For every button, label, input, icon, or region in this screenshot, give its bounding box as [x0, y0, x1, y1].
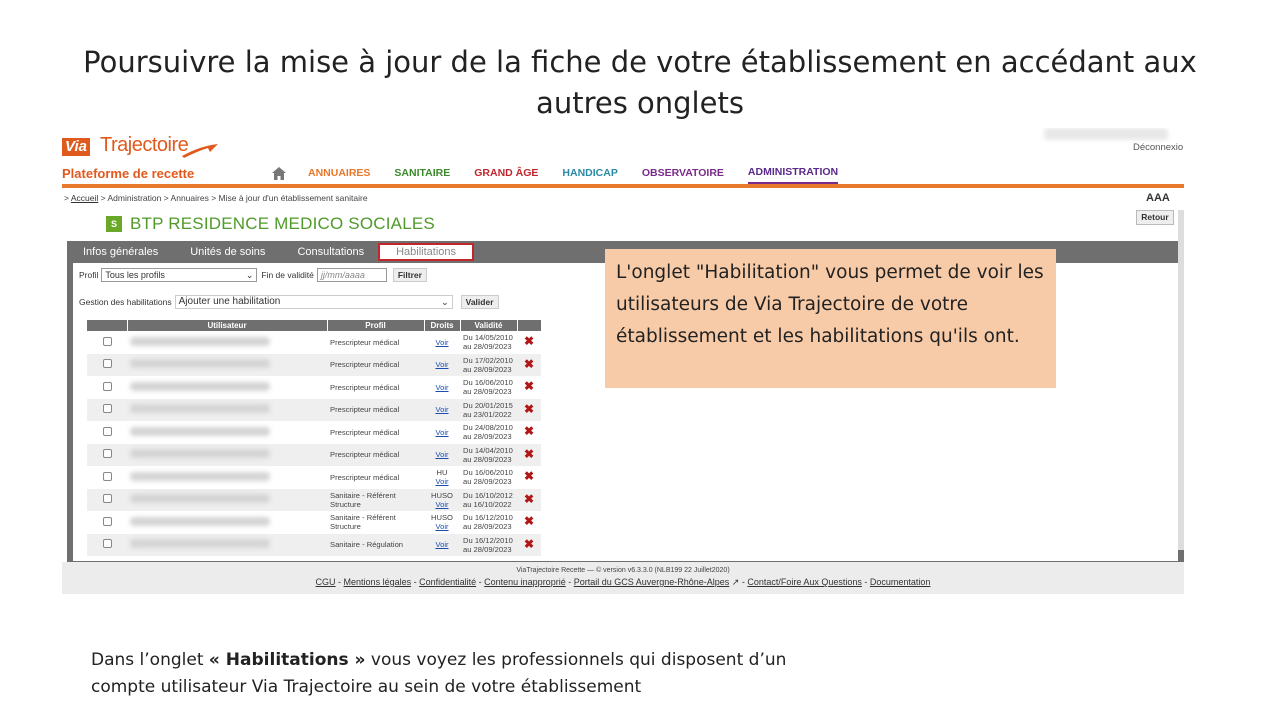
- user-cell: [127, 421, 327, 444]
- row-checkbox-cell: [87, 489, 127, 512]
- droits-code: HUSO: [431, 513, 453, 523]
- user-name-blurred: [130, 539, 270, 548]
- bottom-line-1-post: vous voyez les professionnels qui disposent d’un: [365, 650, 787, 670]
- footer-separator: -: [335, 577, 344, 587]
- filtrer-button[interactable]: Filtrer: [393, 268, 427, 282]
- droits-cell: [424, 466, 460, 489]
- valider-button[interactable]: Valider: [461, 295, 499, 309]
- user-name-blurred: [130, 427, 270, 436]
- col-checkbox: [87, 320, 127, 331]
- tab-habilitations[interactable]: Habilitations: [378, 243, 474, 261]
- validite-du: Du 17/02/2010: [463, 355, 513, 365]
- row-checkbox-cell: [87, 354, 127, 377]
- validite-au: au 28/09/2023: [463, 342, 512, 352]
- validite-cell: [460, 466, 517, 489]
- table-row: [87, 444, 541, 467]
- profil-cell: Sanitaire - Régulation: [327, 534, 424, 557]
- table-row: [87, 376, 541, 399]
- row-checkbox[interactable]: [103, 472, 112, 481]
- deconnexion-link[interactable]: Déconnexio: [1133, 142, 1184, 153]
- tab-unites-de-soins[interactable]: Unités de soins: [190, 246, 266, 258]
- user-cell: [127, 466, 327, 489]
- profil-select[interactable]: [101, 268, 257, 282]
- profil-cell: Prescripteur médical: [327, 354, 424, 377]
- scrollbar[interactable]: [1178, 210, 1184, 550]
- droits-code: HUSO: [431, 490, 453, 500]
- table-row: [87, 534, 541, 557]
- droits-cell: [424, 421, 460, 444]
- gestion-select-value: Ajouter une habilitation: [178, 296, 281, 307]
- user-cell: [127, 354, 327, 377]
- row-checkbox-cell: [87, 511, 127, 534]
- delete-cell: [517, 354, 541, 377]
- validite-du: Du 14/04/2010: [463, 445, 513, 455]
- voir-link[interactable]: Voir: [435, 540, 449, 550]
- tab-bar: [67, 241, 474, 263]
- voir-link[interactable]: Voir: [435, 427, 449, 437]
- validite-cell: [460, 511, 517, 534]
- delete-cell: [517, 534, 541, 557]
- profil-cell: Sanitaire - Référent Structure: [327, 489, 424, 512]
- delete-cell: [517, 444, 541, 467]
- footer-separator: -: [861, 577, 870, 587]
- validite-cell: [460, 399, 517, 422]
- user-cell: [127, 511, 327, 534]
- nav-handicap[interactable]: HANDICAP: [562, 167, 618, 179]
- voir-link[interactable]: Voir: [435, 405, 449, 415]
- retour-button[interactable]: Retour: [1136, 210, 1174, 225]
- voir-link[interactable]: Voir: [435, 450, 449, 460]
- tab-infos-generales[interactable]: Infos générales: [83, 246, 159, 258]
- profil-cell: Prescripteur médical: [330, 382, 400, 392]
- col-droits: Droits: [424, 320, 460, 331]
- profil-cell: Prescripteur médical: [330, 472, 400, 482]
- footer-separator: -: [476, 577, 485, 587]
- profil-cell: Prescripteur médical: [327, 399, 424, 422]
- row-checkbox-cell: [87, 466, 127, 489]
- validite-cell: [460, 489, 517, 512]
- delete-cell: [517, 466, 541, 489]
- logo-via: Via: [62, 138, 90, 156]
- profil-cell: Prescripteur médical: [330, 337, 400, 347]
- row-checkbox[interactable]: [103, 517, 112, 526]
- breadcrumb-rest: > Administration > Annuaires > Mise à jour d'un établissement sanitaire: [98, 193, 368, 203]
- user-cell: [127, 444, 327, 467]
- external-link-icon: ↗: [729, 577, 740, 587]
- nav-grand-age[interactable]: GRAND ÂGE: [474, 167, 539, 179]
- droits-cell: [424, 511, 460, 534]
- validite-du: Du 24/08/2010: [463, 423, 513, 433]
- droits-cell: [424, 489, 460, 512]
- delete-cell: [517, 421, 541, 444]
- validite-du: Du 16/12/2010: [463, 535, 513, 545]
- footer-separator: -: [739, 577, 748, 587]
- footer-link[interactable]: Mentions légales: [343, 577, 412, 587]
- user-cell: [127, 399, 327, 422]
- profil-label: Profil: [79, 270, 99, 280]
- user-name-blurred: [130, 404, 270, 413]
- validite-du: Du 16/12/2010: [463, 513, 513, 523]
- font-size-controls[interactable]: AAA: [1146, 192, 1170, 204]
- user-cell: [127, 489, 327, 512]
- row-checkbox[interactable]: [103, 449, 112, 458]
- validite-cell: [460, 376, 517, 399]
- delete-icon[interactable]: ✖: [523, 379, 535, 394]
- profil-cell: Sanitaire - Référent Structure: [330, 513, 396, 532]
- voir-link[interactable]: Voir: [435, 382, 449, 392]
- validite-au: au 28/09/2023: [463, 522, 512, 532]
- tab-consultations[interactable]: Consultations: [297, 246, 365, 258]
- validite-au: au 28/09/2023: [463, 432, 512, 442]
- chevron-down-icon: ⌄: [441, 297, 449, 307]
- voir-link[interactable]: Voir: [435, 337, 449, 347]
- breadcrumb-home-link[interactable]: Accueil: [70, 193, 99, 203]
- voir-link[interactable]: Voir: [435, 522, 449, 532]
- slide-title: Poursuivre la mise à jour de la fiche de votre établissement en accédant aux autres onglets: [83, 45, 1197, 120]
- bottom-line-1-pre: Dans l’onglet: [91, 650, 209, 670]
- page-footer: [62, 562, 1184, 594]
- nav-administration[interactable]: ADMINISTRATION: [748, 162, 838, 185]
- nav-annuaires[interactable]: ANNUAIRES: [308, 167, 371, 179]
- gestion-label: Gestion des habilitations: [79, 297, 172, 307]
- validite-label: Fin de validité: [261, 270, 314, 280]
- col-delete: [517, 320, 541, 331]
- row-checkbox-cell: [87, 399, 127, 422]
- validite-au: au 16/10/2022: [463, 499, 512, 509]
- validite-au: au 28/09/2023: [463, 544, 512, 554]
- user-name-blurred: [130, 337, 270, 346]
- delete-cell: [517, 376, 541, 399]
- row-checkbox[interactable]: [103, 539, 112, 548]
- validite-cell: [460, 444, 517, 467]
- table-row: [87, 331, 541, 354]
- delete-cell: [517, 399, 541, 422]
- delete-icon[interactable]: ✖: [523, 536, 535, 551]
- home-icon[interactable]: [268, 165, 290, 181]
- footer-separator: -: [565, 577, 574, 587]
- date-input[interactable]: jj/mm/aaaa: [317, 268, 387, 282]
- profil-cell: Prescripteur médical: [327, 444, 424, 467]
- user-name-blurred: [130, 449, 270, 458]
- table-row: [87, 354, 541, 377]
- table-row: [87, 421, 541, 444]
- nav-sanitaire[interactable]: SANITAIRE: [394, 167, 451, 179]
- nav-observatoire[interactable]: OBSERVATOIRE: [641, 167, 724, 179]
- voir-link[interactable]: Voir: [435, 477, 449, 487]
- validite-au: au 28/09/2023: [463, 364, 512, 374]
- footer-link[interactable]: Confidentialité: [419, 577, 477, 587]
- row-checkbox[interactable]: [103, 359, 112, 368]
- bottom-line-1-bold: « Habilitations »: [208, 650, 366, 670]
- delete-icon[interactable]: ✖: [523, 356, 535, 371]
- row-checkbox[interactable]: [103, 337, 112, 346]
- footer-link[interactable]: Contenu inapproprié: [484, 577, 566, 587]
- voir-link[interactable]: Voir: [435, 360, 449, 370]
- bottom-line-1: [91, 647, 786, 674]
- profil-cell: Prescripteur médical: [330, 427, 400, 437]
- droits-cell: [424, 399, 460, 422]
- habilitations-table: [87, 320, 542, 556]
- footer-link[interactable]: Portail du GCS Auvergne-Rhône-Alpes: [573, 577, 730, 587]
- delete-icon[interactable]: ✖: [523, 514, 535, 529]
- logo-trajectoire: Trajectoire: [100, 134, 189, 156]
- validite-au: au 23/01/2022: [463, 409, 512, 419]
- establishment-name: BTP RESIDENCE MEDICO SOCIALES: [130, 214, 435, 233]
- user-cell: [127, 376, 327, 399]
- droits-cell: [424, 376, 460, 399]
- delete-icon[interactable]: ✖: [523, 401, 535, 416]
- droits-cell: [424, 444, 460, 467]
- droits-cell: [424, 534, 460, 557]
- row-checkbox[interactable]: [103, 382, 112, 391]
- row-checkbox-cell: [87, 534, 127, 557]
- profil-select-value: Tous les profils: [105, 270, 165, 280]
- validite-au: au 28/09/2023: [463, 454, 512, 464]
- col-utilisateur: Utilisateur: [127, 320, 327, 331]
- validite-cell: [460, 534, 517, 557]
- table-body: [87, 331, 541, 556]
- row-checkbox[interactable]: [103, 494, 112, 503]
- user-name-blurred: [130, 382, 270, 391]
- user-cell: [127, 331, 327, 354]
- validite-au: au 28/09/2023: [463, 387, 512, 397]
- sanitaire-type-icon: S: [106, 216, 122, 232]
- delete-icon[interactable]: ✖: [523, 491, 535, 506]
- delete-cell: [517, 511, 541, 534]
- validite-du: Du 16/06/2010: [463, 468, 513, 478]
- footer-separator: -: [411, 577, 420, 587]
- bottom-caption: [91, 647, 786, 701]
- user-cell: [127, 534, 327, 557]
- validite-du: Du 16/06/2010: [463, 378, 513, 388]
- validite-cell: [460, 331, 517, 354]
- droits-cell: [424, 331, 460, 354]
- callout-box: L'onglet "Habilitation" vous permet de voir les utilisateurs de Via Trajectoire de votre établissement et les habilitations qu'ils ont.: [605, 249, 1056, 388]
- delete-icon[interactable]: ✖: [523, 334, 535, 349]
- col-validite: Validité: [460, 320, 517, 331]
- breadcrumb: [64, 193, 368, 203]
- row-checkbox-cell: [87, 376, 127, 399]
- delete-cell: [517, 489, 541, 512]
- table-row: [87, 511, 541, 534]
- validite-cell: [460, 421, 517, 444]
- filter-row: [79, 268, 427, 282]
- footer-version: ViaTrajectoire Recette — © version v6.3.3.0 (NLB199 22 Juillet2020): [516, 567, 730, 574]
- droits-cell: [424, 354, 460, 377]
- validite-du: Du 16/10/2012: [463, 490, 513, 500]
- user-name-blurred: [130, 359, 270, 368]
- main-nav: [268, 162, 862, 184]
- delete-icon[interactable]: ✖: [523, 469, 535, 484]
- footer-link[interactable]: Contact/Foire Aux Questions: [747, 577, 862, 587]
- user-name-blurred: [130, 494, 270, 503]
- table-row: [87, 399, 541, 422]
- voir-link[interactable]: Voir: [435, 499, 449, 509]
- validite-au: au 28/09/2023: [463, 477, 512, 487]
- row-checkbox[interactable]: [103, 427, 112, 436]
- row-checkbox-cell: [87, 444, 127, 467]
- droits-code: HU: [436, 468, 448, 478]
- user-name-blurred: [130, 472, 270, 481]
- row-checkbox[interactable]: [103, 404, 112, 413]
- gestion-select[interactable]: [175, 295, 453, 309]
- table-row: [87, 466, 541, 489]
- breadcrumb-prefix: >: [64, 193, 71, 203]
- validite-cell: [460, 354, 517, 377]
- chevron-down-icon: ⌄: [245, 270, 254, 280]
- header-divider: [62, 184, 1184, 188]
- table-row: [87, 489, 541, 512]
- user-name-blurred: [130, 517, 270, 526]
- validite-du: Du 14/05/2010: [463, 333, 513, 343]
- row-checkbox-cell: [87, 421, 127, 444]
- footer-link[interactable]: Documentation: [869, 577, 931, 587]
- footer-links: [62, 577, 1184, 588]
- platform-label: Plateforme de recette: [62, 166, 195, 181]
- delete-icon[interactable]: ✖: [523, 446, 535, 461]
- col-profil: Profil: [327, 320, 424, 331]
- delete-cell: [517, 331, 541, 354]
- row-checkbox-cell: [87, 331, 127, 354]
- delete-icon[interactable]: ✖: [523, 424, 535, 439]
- footer-link[interactable]: CGU: [315, 577, 336, 587]
- user-name-blurred: [1044, 128, 1168, 140]
- bottom-line-2: compte utilisateur Via Trajectoire au sein de votre établissement: [91, 677, 642, 697]
- gestion-row: [79, 295, 499, 309]
- viatrajectoire-logo[interactable]: [62, 134, 232, 160]
- validite-du: Du 20/01/2015: [463, 400, 513, 410]
- logo-arrow-icon: [180, 142, 220, 160]
